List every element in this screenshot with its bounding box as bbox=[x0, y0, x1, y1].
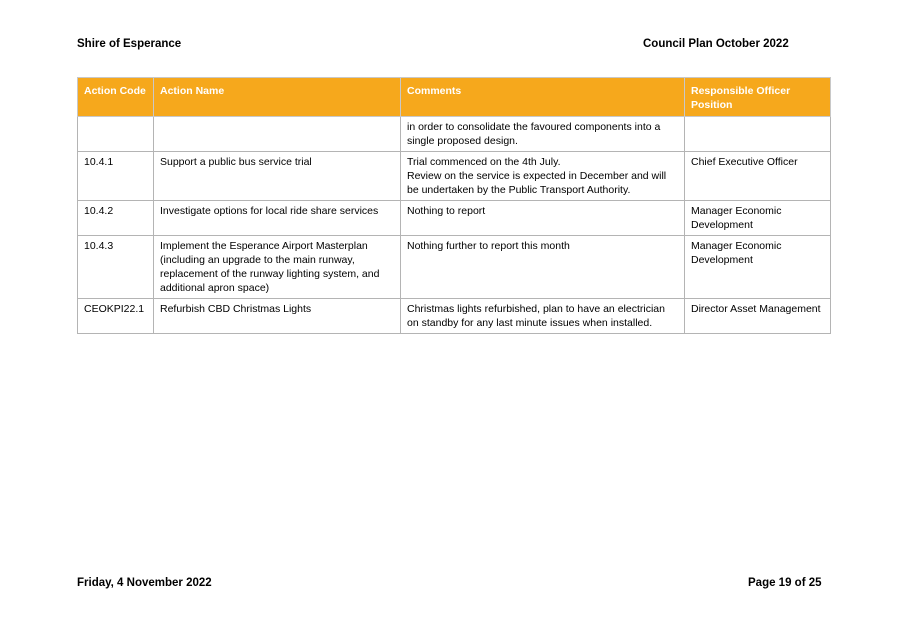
report-date: Friday, 4 November 2022 bbox=[77, 577, 212, 589]
comments-cell bbox=[401, 152, 685, 201]
comments-cell bbox=[401, 117, 685, 152]
responsible-officer-cell: Director Asset Management bbox=[685, 299, 831, 334]
action-code-cell: 10.4.3 bbox=[78, 236, 154, 299]
comments-cell bbox=[401, 236, 685, 299]
comment-line: Review on the service is expected in December and will be undertaken by the Public Transport Authority. bbox=[407, 170, 667, 196]
comment-line: Trial commenced on the 4th July. bbox=[407, 156, 561, 168]
responsible-officer-cell: Manager Economic Development bbox=[685, 236, 831, 299]
responsible-officer-cell: Manager Economic Development bbox=[685, 201, 831, 236]
column-header-responsible-officer: Responsible Officer Position bbox=[685, 78, 831, 117]
action-name-cell bbox=[154, 117, 401, 152]
table-row bbox=[78, 152, 831, 201]
table-row bbox=[78, 201, 831, 236]
table-row bbox=[78, 299, 831, 334]
action-code-cell bbox=[78, 117, 154, 152]
comment-line: Nothing to report bbox=[407, 205, 486, 217]
comment-line: Christmas lights refurbished, plan to have an electrician on standby for any last minute issues when installed. bbox=[407, 303, 665, 329]
comment-line: in order to consolidate the favoured components into a single proposed design. bbox=[407, 121, 661, 147]
column-header-comments: Comments bbox=[401, 78, 685, 117]
comments-cell bbox=[401, 299, 685, 334]
council-plan-table bbox=[77, 77, 831, 334]
action-code-cell: 10.4.2 bbox=[78, 201, 154, 236]
responsible-officer-cell: Chief Executive Officer bbox=[685, 152, 831, 201]
column-header-action-code: Action Code bbox=[78, 78, 154, 117]
action-code-cell: CEOKPI22.1 bbox=[78, 299, 154, 334]
organisation-name: Shire of Esperance bbox=[77, 38, 182, 50]
table-header-row bbox=[78, 78, 831, 117]
action-code-cell: 10.4.1 bbox=[78, 152, 154, 201]
action-name-cell: Implement the Esperance Airport Masterplan (including an upgrade to the main runway, replacement of the runway lighting system, and additional apron space) bbox=[154, 236, 401, 299]
column-header-action-name: Action Name bbox=[154, 78, 401, 117]
action-name-cell: Refurbish CBD Christmas Lights bbox=[154, 299, 401, 334]
table-row bbox=[78, 117, 831, 152]
comments-cell bbox=[401, 201, 685, 236]
responsible-officer-cell bbox=[685, 117, 831, 152]
action-name-cell: Support a public bus service trial bbox=[154, 152, 401, 201]
document-title: Council Plan October 2022 bbox=[643, 38, 789, 50]
action-name-cell: Investigate options for local ride share services bbox=[154, 201, 401, 236]
table-row bbox=[78, 236, 831, 299]
comment-line: Nothing further to report this month bbox=[407, 240, 570, 252]
page-number: Page 19 of 25 bbox=[748, 577, 822, 589]
